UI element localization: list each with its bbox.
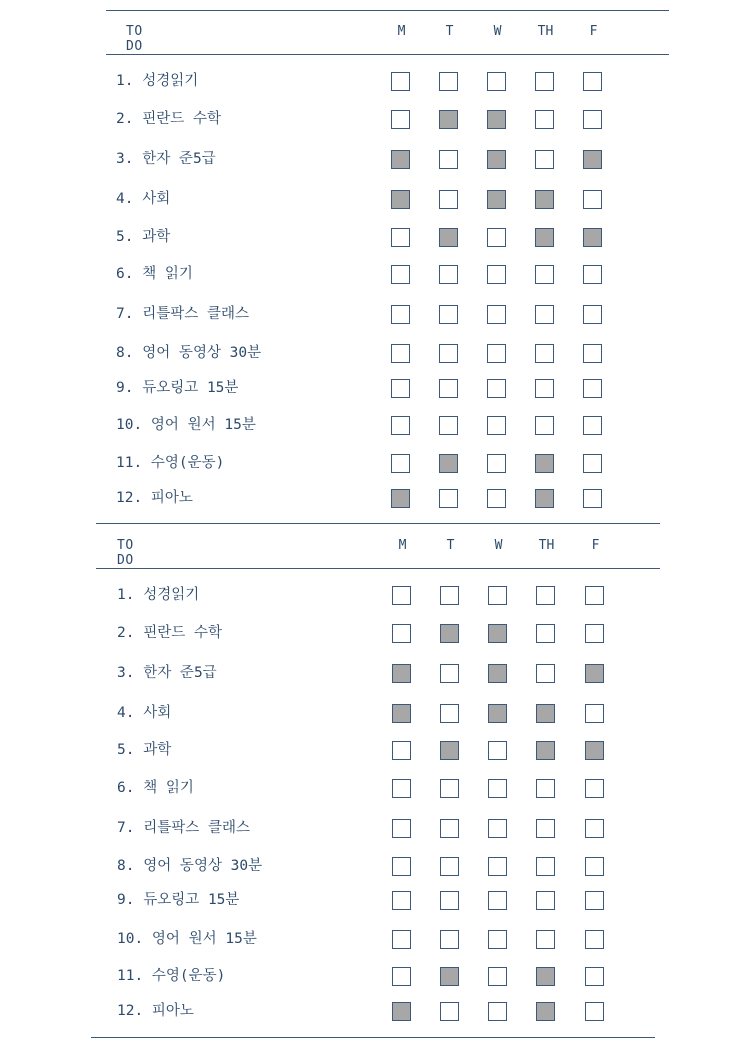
task-label: 7. 리틀팍스 클래스 <box>117 820 250 836</box>
checkbox-m[interactable] <box>392 857 411 876</box>
checkbox-t[interactable] <box>440 930 459 949</box>
checkbox-t[interactable] <box>439 379 458 398</box>
checkbox-w[interactable] <box>487 265 506 284</box>
checkbox-m[interactable] <box>391 379 410 398</box>
checkbox-f[interactable] <box>583 265 602 284</box>
checkbox-t[interactable] <box>440 741 459 760</box>
checkbox-w[interactable] <box>488 1002 507 1021</box>
checkbox-m[interactable] <box>391 489 410 508</box>
checkbox-t[interactable] <box>439 228 458 247</box>
task-label: 5. 과학 <box>117 742 172 758</box>
task-label: 8. 영어 동영상 30분 <box>117 858 263 874</box>
table-header-rule <box>106 54 669 55</box>
checkbox-f[interactable] <box>585 704 604 723</box>
checkbox-w[interactable] <box>487 379 506 398</box>
checkbox-w[interactable] <box>487 416 506 435</box>
checkbox-m[interactable] <box>391 265 410 284</box>
task-label: 3. 한자 준5급 <box>117 665 217 681</box>
checkbox-th[interactable] <box>536 857 555 876</box>
checkbox-t[interactable] <box>439 305 458 324</box>
day-header-m: M <box>398 538 407 553</box>
checkbox-m[interactable] <box>391 110 410 129</box>
checkbox-th[interactable] <box>535 110 554 129</box>
checkbox-f[interactable] <box>585 891 604 910</box>
checkbox-m[interactable] <box>391 190 410 209</box>
checkbox-f[interactable] <box>583 344 602 363</box>
checkbox-th[interactable] <box>535 416 554 435</box>
task-label: 4. 사회 <box>117 705 172 721</box>
todo-header: TO DO <box>117 538 134 568</box>
checkbox-f[interactable] <box>583 416 602 435</box>
checkbox-w[interactable] <box>488 624 507 643</box>
checkbox-th[interactable] <box>535 190 554 209</box>
task-label: 7. 리틀팍스 클래스 <box>116 306 249 322</box>
checkbox-f[interactable] <box>583 305 602 324</box>
task-label: 1. 성경읽기 <box>117 587 200 603</box>
checkbox-w[interactable] <box>488 779 507 798</box>
checkbox-w[interactable] <box>487 72 506 91</box>
checkbox-t[interactable] <box>439 110 458 129</box>
checkbox-t[interactable] <box>440 586 459 605</box>
checkbox-th[interactable] <box>535 489 554 508</box>
day-header-th: TH <box>537 24 554 39</box>
checkbox-t[interactable] <box>439 265 458 284</box>
checkbox-f[interactable] <box>583 489 602 508</box>
checkbox-f[interactable] <box>583 72 602 91</box>
task-label: 10. 영어 원서 15분 <box>117 931 257 947</box>
day-header-w: W <box>493 24 502 39</box>
checkbox-m[interactable] <box>391 228 410 247</box>
checkbox-f[interactable] <box>583 379 602 398</box>
checkbox-f[interactable] <box>583 228 602 247</box>
checkbox-m[interactable] <box>392 586 411 605</box>
checkbox-m[interactable] <box>391 72 410 91</box>
table-bottom-rule <box>91 1037 655 1038</box>
checkbox-f[interactable] <box>583 190 602 209</box>
checkbox-f[interactable] <box>585 1002 604 1021</box>
checkbox-w[interactable] <box>488 967 507 986</box>
task-label: 3. 한자 준5급 <box>116 151 216 167</box>
checkbox-th[interactable] <box>535 379 554 398</box>
task-label: 5. 과학 <box>116 229 171 245</box>
checkbox-m[interactable] <box>392 704 411 723</box>
checkbox-t[interactable] <box>439 150 458 169</box>
checkbox-f[interactable] <box>585 741 604 760</box>
checkbox-f[interactable] <box>585 967 604 986</box>
checkbox-m[interactable] <box>391 416 410 435</box>
checkbox-t[interactable] <box>440 819 459 838</box>
checkbox-m[interactable] <box>391 454 410 473</box>
checkbox-th[interactable] <box>535 265 554 284</box>
checkbox-w[interactable] <box>487 454 506 473</box>
checkbox-m[interactable] <box>391 150 410 169</box>
checkbox-t[interactable] <box>440 704 459 723</box>
checkbox-t[interactable] <box>439 489 458 508</box>
checkbox-f[interactable] <box>585 586 604 605</box>
checkbox-w[interactable] <box>487 190 506 209</box>
checkbox-th[interactable] <box>536 930 555 949</box>
checkbox-f[interactable] <box>585 819 604 838</box>
checkbox-m[interactable] <box>391 344 410 363</box>
checkbox-t[interactable] <box>440 1002 459 1021</box>
table-header-rule <box>96 568 660 569</box>
checkbox-t[interactable] <box>440 891 459 910</box>
day-header-w: W <box>494 538 503 553</box>
task-label: 6. 책 읽기 <box>117 780 194 796</box>
table-top-rule <box>106 10 669 11</box>
checkbox-t[interactable] <box>440 779 459 798</box>
checkbox-m[interactable] <box>392 779 411 798</box>
checkbox-w[interactable] <box>488 741 507 760</box>
checkbox-th[interactable] <box>535 150 554 169</box>
checkbox-w[interactable] <box>487 489 506 508</box>
checkbox-t[interactable] <box>439 416 458 435</box>
checkbox-f[interactable] <box>585 857 604 876</box>
checkbox-w[interactable] <box>488 664 507 683</box>
task-label: 9. 듀오링고 15분 <box>116 380 239 396</box>
checkbox-f[interactable] <box>583 110 602 129</box>
checkbox-t[interactable] <box>440 624 459 643</box>
checkbox-w[interactable] <box>487 305 506 324</box>
task-label: 12. 피아노 <box>117 1003 194 1019</box>
checkbox-th[interactable] <box>536 819 555 838</box>
checkbox-w[interactable] <box>488 891 507 910</box>
checkbox-th[interactable] <box>536 741 555 760</box>
checkbox-f[interactable] <box>585 779 604 798</box>
day-header-t: T <box>445 24 454 39</box>
checkbox-t[interactable] <box>440 857 459 876</box>
task-label: 4. 사회 <box>116 191 171 207</box>
checkbox-w[interactable] <box>487 344 506 363</box>
checkbox-w[interactable] <box>488 819 507 838</box>
task-label: 11. 수영(운동) <box>116 455 225 471</box>
checkbox-f[interactable] <box>583 454 602 473</box>
checkbox-m[interactable] <box>392 891 411 910</box>
checkbox-m[interactable] <box>392 741 411 760</box>
checkbox-t[interactable] <box>439 344 458 363</box>
task-label: 6. 책 읽기 <box>116 266 193 282</box>
checkbox-w[interactable] <box>487 150 506 169</box>
checkbox-th[interactable] <box>535 344 554 363</box>
checkbox-t[interactable] <box>439 72 458 91</box>
checkbox-m[interactable] <box>392 624 411 643</box>
task-label: 1. 성경읽기 <box>116 73 199 89</box>
checkbox-m[interactable] <box>392 1002 411 1021</box>
checkbox-th[interactable] <box>535 72 554 91</box>
checkbox-w[interactable] <box>487 110 506 129</box>
task-label: 2. 핀란드 수학 <box>116 111 221 127</box>
checkbox-f[interactable] <box>583 150 602 169</box>
checkbox-m[interactable] <box>391 305 410 324</box>
checkbox-w[interactable] <box>488 857 507 876</box>
checkbox-th[interactable] <box>535 305 554 324</box>
table-top-rule <box>96 523 660 524</box>
checkbox-m[interactable] <box>392 967 411 986</box>
checkbox-th[interactable] <box>536 967 555 986</box>
checkbox-th[interactable] <box>536 664 555 683</box>
checkbox-th[interactable] <box>536 704 555 723</box>
day-header-f: F <box>589 24 598 39</box>
task-label: 12. 피아노 <box>116 490 193 506</box>
checkbox-th[interactable] <box>536 891 555 910</box>
todo-header: TO DO <box>126 24 143 54</box>
checkbox-th[interactable] <box>536 586 555 605</box>
checkbox-f[interactable] <box>585 664 604 683</box>
checkbox-t[interactable] <box>440 967 459 986</box>
checkbox-m[interactable] <box>392 930 411 949</box>
checkbox-th[interactable] <box>535 454 554 473</box>
checkbox-th[interactable] <box>535 228 554 247</box>
checkbox-f[interactable] <box>585 624 604 643</box>
checkbox-f[interactable] <box>585 930 604 949</box>
checkbox-w[interactable] <box>488 704 507 723</box>
checkbox-w[interactable] <box>488 586 507 605</box>
checkbox-m[interactable] <box>392 819 411 838</box>
checkbox-th[interactable] <box>536 779 555 798</box>
day-header-t: T <box>446 538 455 553</box>
checkbox-th[interactable] <box>536 624 555 643</box>
task-label: 2. 핀란드 수학 <box>117 625 222 641</box>
checkbox-th[interactable] <box>536 1002 555 1021</box>
task-label: 9. 듀오링고 15분 <box>117 892 240 908</box>
day-header-m: M <box>397 24 406 39</box>
day-header-f: F <box>591 538 600 553</box>
task-label: 10. 영어 원서 15분 <box>116 417 256 433</box>
task-label: 8. 영어 동영상 30분 <box>116 345 262 361</box>
checkbox-w[interactable] <box>487 228 506 247</box>
checkbox-w[interactable] <box>488 930 507 949</box>
checkbox-t[interactable] <box>440 664 459 683</box>
task-label: 11. 수영(운동) <box>117 968 226 984</box>
checkbox-m[interactable] <box>392 664 411 683</box>
day-header-th: TH <box>538 538 555 553</box>
checkbox-t[interactable] <box>439 454 458 473</box>
checkbox-t[interactable] <box>439 190 458 209</box>
